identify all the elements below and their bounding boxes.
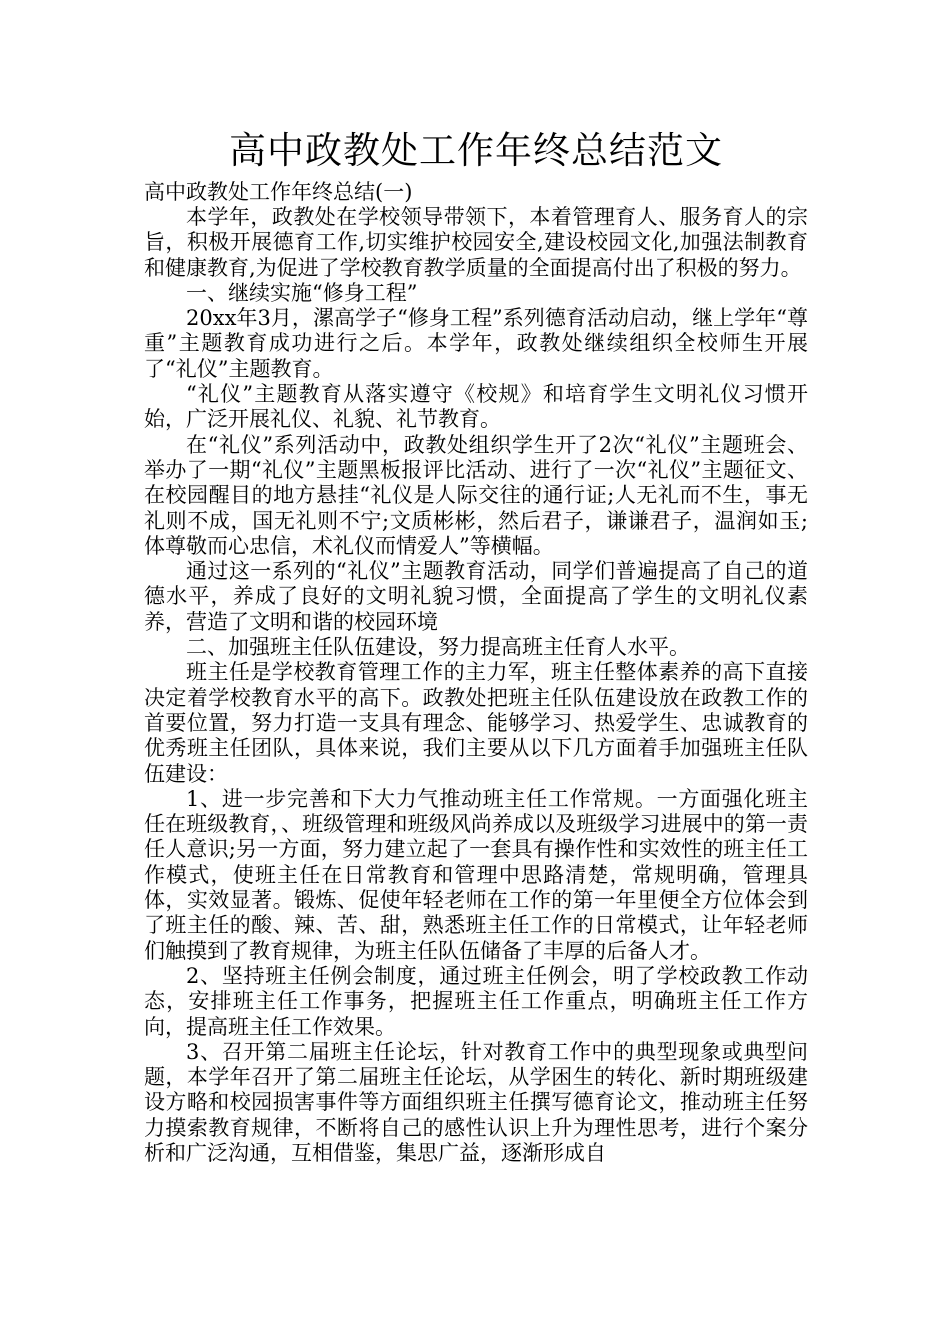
document-page (144, 128, 808, 1166)
document-subtitle: 高中政教处工作年终总结(一) (144, 180, 413, 204)
paragraph: 3、召开第二届班主任论坛，针对教育工作中的典型现象或典型问题，本学年召开了第二届班主任论坛，从学困生的转化、新时期班级建设方略和校园损害事件等方面组织班主任撰写德育论文，推动班主任努力摸索教育规律，不断将自己的感性认识上升为理性思考，进行个案分析和广泛沟通，互相借鉴，集思广益，逐渐形成自 (144, 1039, 808, 1165)
paragraph: “礼仪”主题教育从落实遵守《校规》和培育学生文明礼仪习惯开始，广泛开展礼仪、礼貌、礼节教育。 (144, 382, 808, 432)
paragraph: 2、坚持班主任例会制度，通过班主任例会，明了学校政教工作动态，安排班主任工作事务，把握班主任工作重点，明确班主任工作方向，提高班主任工作效果。 (144, 963, 808, 1039)
paragraph: 通过这一系列的“礼仪”主题教育活动，同学们普遍提高了自己的道德水平，养成了良好的文明礼貌习惯，全面提高了学生的文明礼仪素养，营造了文明和谐的校园环境 (144, 559, 808, 634)
document-title: 高中政教处工作年终总结范文 (229, 129, 723, 172)
paragraph: 在“礼仪”系列活动中，政教处组织学生开了2次“礼仪”主题班会、举办了一期“礼仪”主题黑板报评比活动、进行了一次“礼仪”主题征文、在校园醒目的地方悬挂“礼仪是人际交往的通行证;人无礼而不生，事无礼则不成，国无礼则不宁;文质彬彬，然后君子，谦谦君子，温润如玉;体尊敬而心忠信，术礼仪而情爱人”等横幅。 (144, 432, 808, 558)
section-heading-1: 一、继续实施“修身工程” (186, 280, 418, 305)
paragraph: 1、进一步完善和下大力气推动班主任工作常规。一方面强化班主任在班级教育，、班级管理和班级风尚养成以及班级学习进展中的第一责任人意识;另一方面，努力建立起了一套具有操作性和实效性的班主任工作模式，使班主任在日常教育和管理中思路清楚，常规明确，管理具体，实效显著。锻炼、促使年轻老师在工作的第一年里便全方位体会到了班主任的酸、辣、苦、甜，熟悉班主任工作的日常模式，让年轻老师们触摸到了教育规律，为班主任队伍储备了丰厚的后备人才。 (144, 786, 808, 963)
paragraph-intro: 本学年，政教处在学校领导带领下，本着管理育人、服务育人的宗旨，积极开展德育工作,切实维护校园安全,建设校园文化,加强法制教育和健康教育,为促进了学校教育教学质量的全面提高付出了积极的努力。 (144, 205, 808, 280)
paragraph: 20xx年3月，漯高学子“修身工程”系列德育活动启动，继上学年“尊重”主题教育成功进行之后。本学年，政教处继续组织全校师生开展了“礼仪”主题教育。 (144, 306, 808, 381)
section-heading-2: 二、加强班主任队伍建设，努力提高班主任育人水平。 (186, 635, 690, 660)
paragraph: 班主任是学校教育管理工作的主力军，班主任整体素养的高下直接决定着学校教育水平的高下。政教处把班主任队伍建设放在政教工作的首要位置，努力打造一支具有理念、能够学习、热爱学生、忠诚教育的优秀班主任团队，具体来说，我们主要从以下几方面着手加强班主任队伍建设： (144, 660, 808, 786)
